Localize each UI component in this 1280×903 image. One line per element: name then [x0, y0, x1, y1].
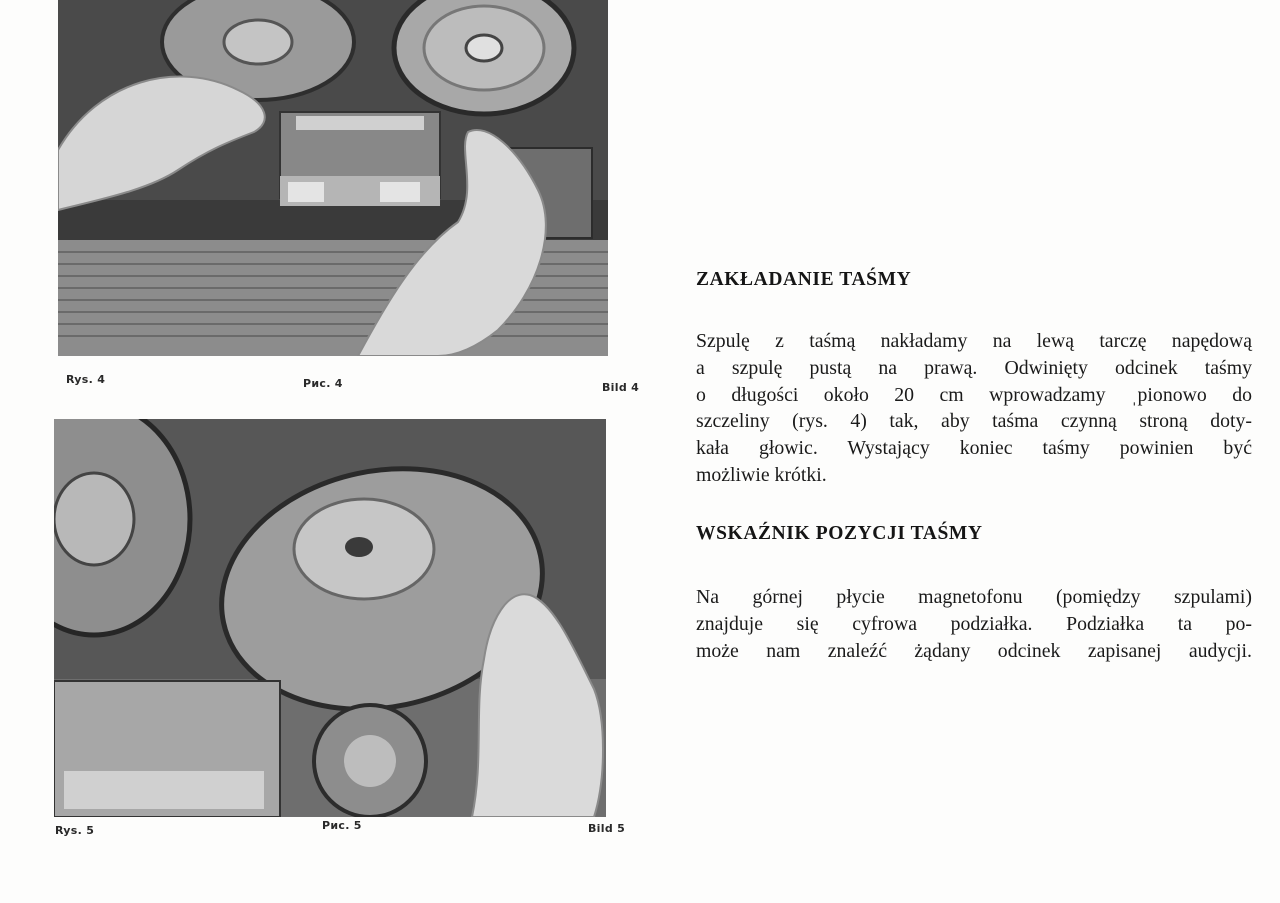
figure-5-caption-polish: Rys. 5	[55, 824, 95, 837]
body-line: a szpulę pustą na prawą. Odwinięty odcinek taśmy	[696, 356, 1252, 379]
figure-4-caption-polish: Rys. 4	[66, 373, 106, 386]
section-heading-tape-position-indicator: WSKAŹNIK POZYCJI TAŚMY	[696, 523, 983, 544]
body-line: znajduje się cyfrowa podziałka. Podziałka ta po-	[696, 612, 1252, 635]
body-line: może nam znaleźć żądany odcinek zapisanej audycji.	[696, 639, 1252, 662]
section-body-tape-loading	[696, 328, 1252, 489]
body-line: Na górnej płycie magnetofonu (pomiędzy szpulami)	[696, 586, 1252, 608]
section-heading-tape-loading: ZAKŁADANIE TAŚMY	[696, 269, 912, 290]
figure-5-photo	[54, 419, 606, 817]
figure-4-photo	[58, 0, 608, 356]
figure-5-caption-german: Bild 5	[588, 822, 626, 835]
figure-5-caption-russian: Рис. 5	[322, 819, 362, 832]
body-line: Szpulę z taśmą nakładamy na lewą tarczę napędową	[696, 330, 1252, 352]
body-line: kała głowic. Wystający koniec taśmy powinien być	[696, 437, 1252, 460]
body-line: o długości około 20 cm wprowadzamy ˌpionowo do	[696, 383, 1252, 406]
body-line: możliwie krótki.	[696, 463, 827, 486]
section-body-tape-position-indicator	[696, 584, 1252, 664]
figure-4-caption-russian: Рис. 4	[303, 377, 343, 390]
figure-4-caption-german: Bild 4	[602, 381, 640, 394]
body-line: szczeliny (rys. 4) tak, aby taśma czynną stroną doty-	[696, 410, 1252, 433]
